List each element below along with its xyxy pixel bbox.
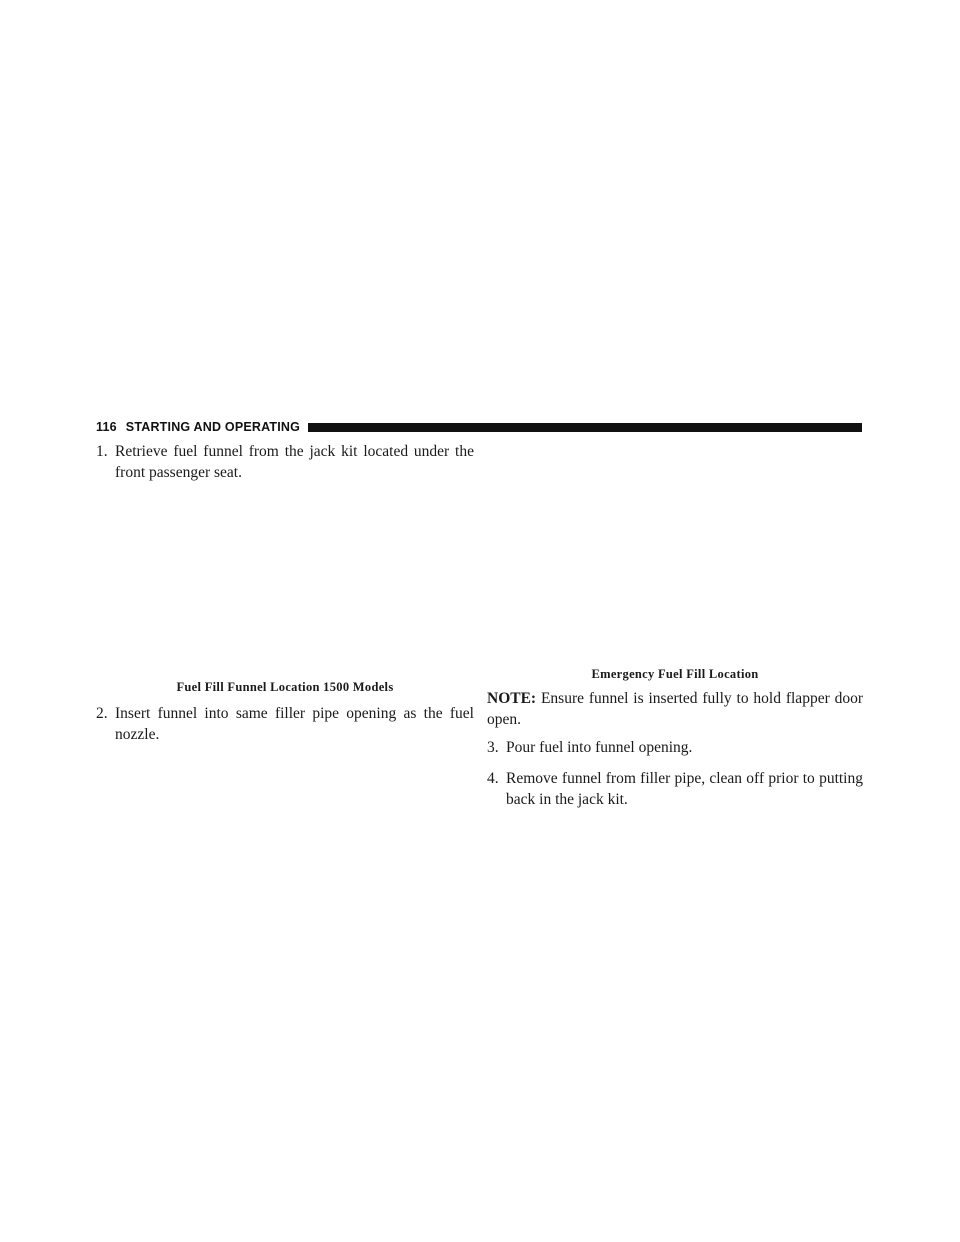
page-header	[96, 418, 862, 436]
figure-emergency-fuel-fill	[487, 441, 863, 661]
page-number: 116	[96, 420, 117, 434]
header-rule	[308, 423, 862, 432]
note-text: Ensure funnel is inserted fully to hold flapper door open.	[487, 690, 863, 728]
note-label: NOTE:	[487, 690, 537, 707]
step-2	[96, 703, 474, 745]
step-text: Retrieve fuel funnel from the jack kit located under the front passenger seat.	[115, 443, 474, 481]
step-text: Pour fuel into funnel opening.	[506, 739, 693, 756]
figure-2-caption: Emergency Fuel Fill Location	[591, 667, 759, 681]
step-number: 2.	[96, 705, 108, 722]
step-number: 3.	[487, 739, 499, 756]
step-number: 1.	[96, 443, 108, 460]
step-number: 4.	[487, 770, 499, 787]
step-3	[487, 737, 863, 758]
figure-fuel-funnel-location	[96, 490, 474, 675]
step-text: Remove funnel from filler pipe, clean off prior to putting back in the jack kit.	[506, 770, 863, 808]
section-title: STARTING AND OPERATING	[125, 420, 301, 434]
figure-1-caption: Fuel Fill Funnel Location 1500 Models	[176, 680, 394, 694]
step-4	[487, 768, 863, 810]
step-text: Insert funnel into same filler pipe opening as the fuel nozzle.	[115, 705, 474, 743]
step-1	[96, 441, 474, 483]
note-block	[487, 688, 863, 730]
